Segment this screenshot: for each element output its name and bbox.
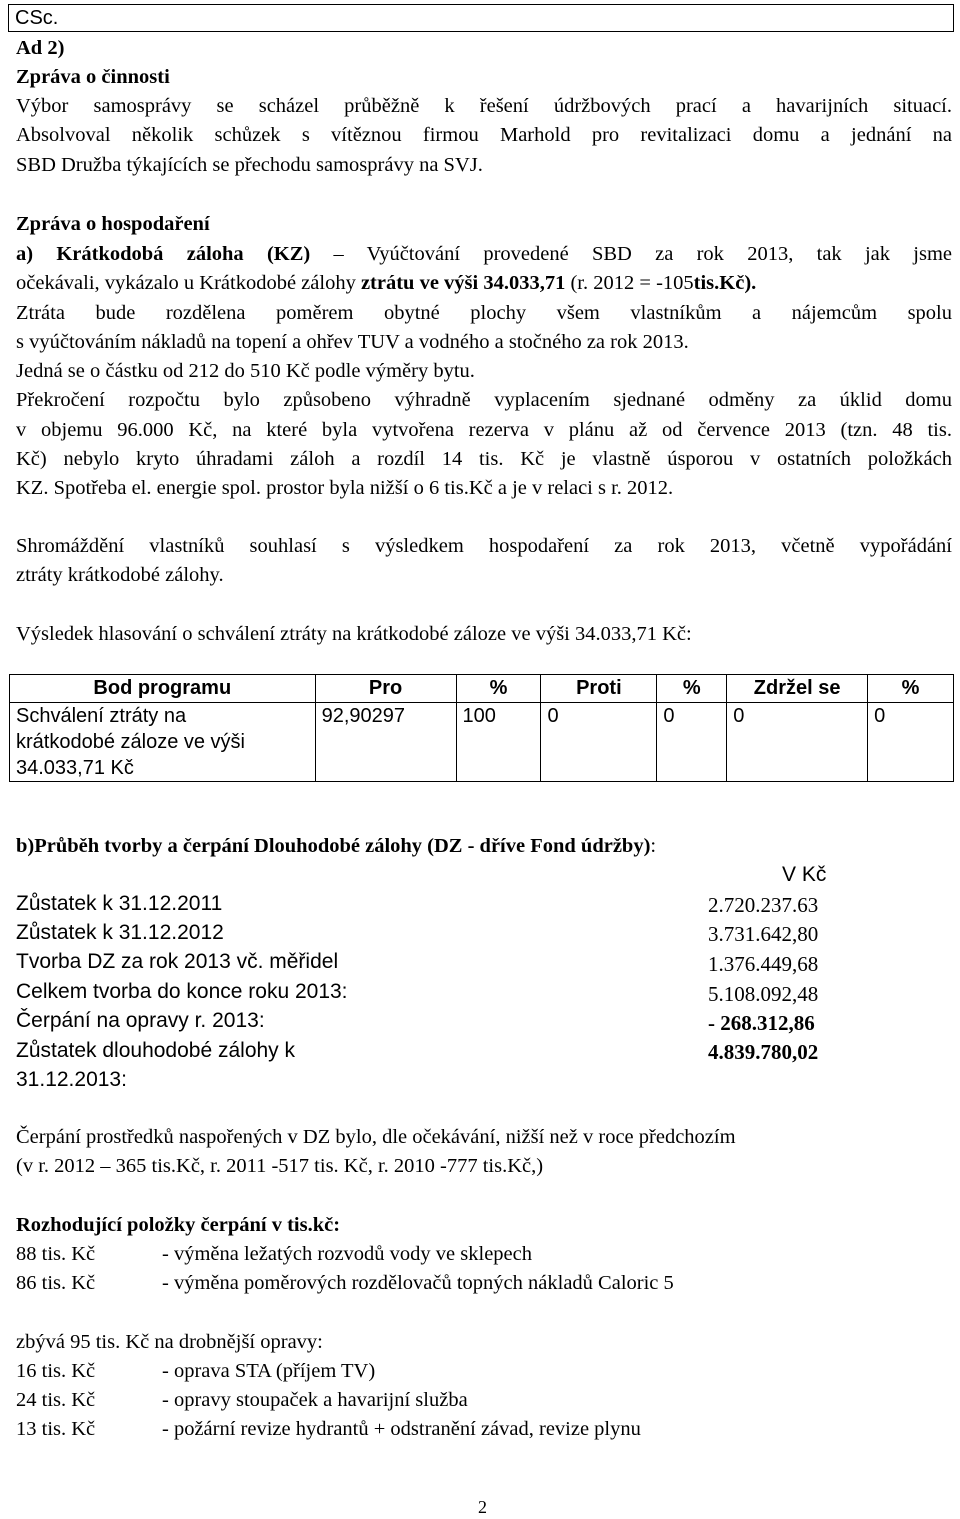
kz-line-2-mid: (r. 2012 = -105 bbox=[565, 272, 694, 295]
decisive-title: Rozhodující položky čerpání v tis.kč: bbox=[16, 1214, 341, 1236]
header-abstained: Zdržel se bbox=[727, 675, 868, 703]
item-desc: - výměna ležatých rozvodů vody ve sklepech bbox=[162, 1243, 533, 1265]
balance-label-2012: Zůstatek k 31.12.2012 bbox=[16, 921, 224, 944]
balance-label-2011: Zůstatek k 31.12.2011 bbox=[16, 892, 223, 915]
draw-paragraph bbox=[16, 1123, 952, 1182]
vote-table-header-row bbox=[10, 675, 954, 703]
list-item bbox=[16, 1386, 952, 1415]
kz-line-2-pre: očekávali, vykázalo u Krátkodobé zálohy bbox=[16, 272, 361, 295]
finance-line-5: v objemu 96.000 Kč, na které byla vytvořena rezerva v plánu až od července 2013 (tzn. 48 tis. bbox=[16, 418, 952, 441]
header-box bbox=[8, 4, 954, 32]
finance-line-3: Jedná se o částku od 212 do 510 Kč podle výměry bytu. bbox=[16, 360, 475, 383]
header-for-percent: % bbox=[456, 675, 541, 703]
long-term-title-rest: : bbox=[650, 835, 657, 857]
header-against: Proti bbox=[541, 675, 657, 703]
report-title: Zpráva o činnosti bbox=[16, 66, 170, 88]
total-creation-label: Celkem tvorba do konce roku 2013: bbox=[16, 980, 348, 1003]
long-term-title-bold: b)Průběh tvorby a čerpání Dlouhodobé zálohy (DZ - dříve Fond údržby) bbox=[16, 835, 651, 857]
item-amount: 13 tis. Kč bbox=[16, 1418, 96, 1440]
vote-intro: Výsledek hlasování o schválení ztráty na krátkodobé záloze ve výši 34.033,71 Kč: bbox=[16, 623, 692, 645]
vote-abstained-percent-cell: 0 bbox=[868, 703, 954, 782]
final-balance-label-line-1: Zůstatek dlouhodobé zálohy k bbox=[16, 1039, 296, 1062]
header-against-percent: % bbox=[657, 675, 727, 703]
balance-value-2011: 2.720.237.63 bbox=[708, 893, 819, 917]
kz-paragraph bbox=[16, 240, 952, 504]
item-amount: 88 tis. Kč bbox=[16, 1243, 96, 1265]
table-row bbox=[10, 703, 954, 782]
list-item bbox=[16, 1357, 952, 1386]
draw-line-1: Čerpání prostředků naspořených v DZ bylo, dle očekávání, nižší než v roce předchozím bbox=[16, 1126, 736, 1148]
item-desc: - výměna poměrových rozdělovačů topných nákladů Caloric 5 bbox=[162, 1272, 674, 1294]
draw-line-2: (v r. 2012 – 365 tis.Kč, r. 2011 -517 tis. Kč, r. 2010 -777 tis.Kč,) bbox=[16, 1155, 544, 1178]
final-balance-label-line-2: 31.12.2013: bbox=[16, 1068, 127, 1091]
creation-value-2013: 1.376.449,68 bbox=[708, 952, 819, 976]
kz-line-1-rest: – Vyúčtování provedené SBD za rok 2013, tak jak jsme bbox=[310, 243, 952, 265]
header-abstained-percent: % bbox=[868, 675, 954, 703]
list-item bbox=[16, 1415, 952, 1444]
header-box-text: CSc. bbox=[15, 7, 59, 29]
finance-line-4: Překročení rozpočtu bylo způsobeno výhradně vyplacením sjednané odměny za úklid domu bbox=[16, 389, 952, 412]
vote-item-line-2: krátkodobé záloze ve výši bbox=[16, 731, 246, 753]
finance-title: Zpráva o hospodaření bbox=[16, 213, 210, 235]
balance-value-2012: 3.731.642,80 bbox=[708, 922, 819, 946]
report-line-2: Absolvoval několik schůzek s vítěznou firmou Marhold pro revitalizaci domu a jednání na bbox=[16, 124, 952, 147]
item-desc: - oprava STA (příjem TV) bbox=[162, 1360, 376, 1382]
assembly-line-2: ztráty krátkodobé zálohy. bbox=[16, 564, 224, 587]
vote-for-cell: 92,90297 bbox=[315, 703, 456, 782]
header-agenda-item: Bod programu bbox=[10, 675, 316, 703]
finance-line-2: s vyúčtováním nákladů na topení a ohřev TUV a vodného a stočného za rok 2013. bbox=[16, 330, 689, 353]
assembly-line-1: Shromáždění vlastníků souhlasí s výsledkem hospodaření za rok 2013, včetně vypořádání bbox=[16, 535, 952, 557]
page-number: 2 bbox=[478, 1497, 487, 1517]
repairs-draw-value: - 268.312,86 bbox=[708, 1011, 815, 1035]
vote-against-cell: 0 bbox=[541, 703, 657, 782]
finance-line-6: Kč) nebylo kryto úhradami záloh a rozdíl 14 tis. Kč je vlastně úsporou v ostatních položkách bbox=[16, 448, 952, 471]
vote-item-line-3: 34.033,71 Kč bbox=[16, 757, 134, 779]
finance-line-1: Ztráta bude rozdělena poměrem obytné plochy všem vlastníkům a nájemcům spolu bbox=[16, 301, 952, 324]
report-line-3: SBD Družba týkajících se přechodu samosprávy na SVJ. bbox=[16, 153, 483, 176]
finance-line-7: KZ. Spotřeba el. energie spol. prostor byla nižší o 6 tis.Kč a je v relaci s r. 2012. bbox=[16, 477, 674, 500]
vote-against-percent-cell: 0 bbox=[657, 703, 727, 782]
vote-for-percent-cell: 100 bbox=[456, 703, 541, 782]
kz-loss-unit: tis.Kč). bbox=[693, 272, 757, 295]
report-line-1: Výbor samosprávy se scházel průběžně k řešení údržbových prací a havarijních situací. bbox=[16, 95, 952, 117]
creation-label-2013: Tvorba DZ za rok 2013 vč. měřidel bbox=[16, 950, 339, 973]
final-balance-value: 4.839.780,02 bbox=[708, 1040, 819, 1064]
assembly-paragraph bbox=[16, 532, 952, 591]
item-desc: - požární revize hydrantů + odstranění závad, revize plynu bbox=[162, 1418, 641, 1440]
repairs-draw-label: Čerpání na opravy r. 2013: bbox=[16, 1009, 265, 1032]
vote-item-cell bbox=[10, 703, 316, 782]
section-title: Ad 2) bbox=[16, 37, 65, 59]
kz-line-2 bbox=[16, 269, 952, 298]
kz-loss-amount: ztrátu ve výši 34.033,71 bbox=[360, 272, 566, 295]
list-item bbox=[16, 1240, 952, 1269]
item-desc: - opravy stoupaček a havarijní služba bbox=[162, 1389, 468, 1411]
item-amount: 16 tis. Kč bbox=[16, 1360, 96, 1382]
total-creation-value: 5.108.092,48 bbox=[708, 982, 819, 1006]
long-term-title bbox=[16, 832, 952, 861]
report-paragraph bbox=[16, 92, 952, 180]
header-for: Pro bbox=[315, 675, 456, 703]
vote-abstained-cell: 0 bbox=[727, 703, 868, 782]
remaining-text: zbývá 95 tis. Kč na drobnější opravy: bbox=[16, 1331, 323, 1353]
final-balance-label bbox=[16, 1036, 295, 1094]
currency-label: V Kč bbox=[782, 863, 827, 886]
kz-heading: a) Krátkodobá záloha (KZ) bbox=[16, 243, 311, 265]
vote-table bbox=[9, 674, 954, 782]
item-amount: 86 tis. Kč bbox=[16, 1272, 96, 1294]
list-item bbox=[16, 1269, 952, 1298]
kz-line-1 bbox=[16, 240, 952, 269]
item-amount: 24 tis. Kč bbox=[16, 1389, 96, 1411]
vote-item-line-1: Schválení ztráty na bbox=[16, 705, 187, 727]
